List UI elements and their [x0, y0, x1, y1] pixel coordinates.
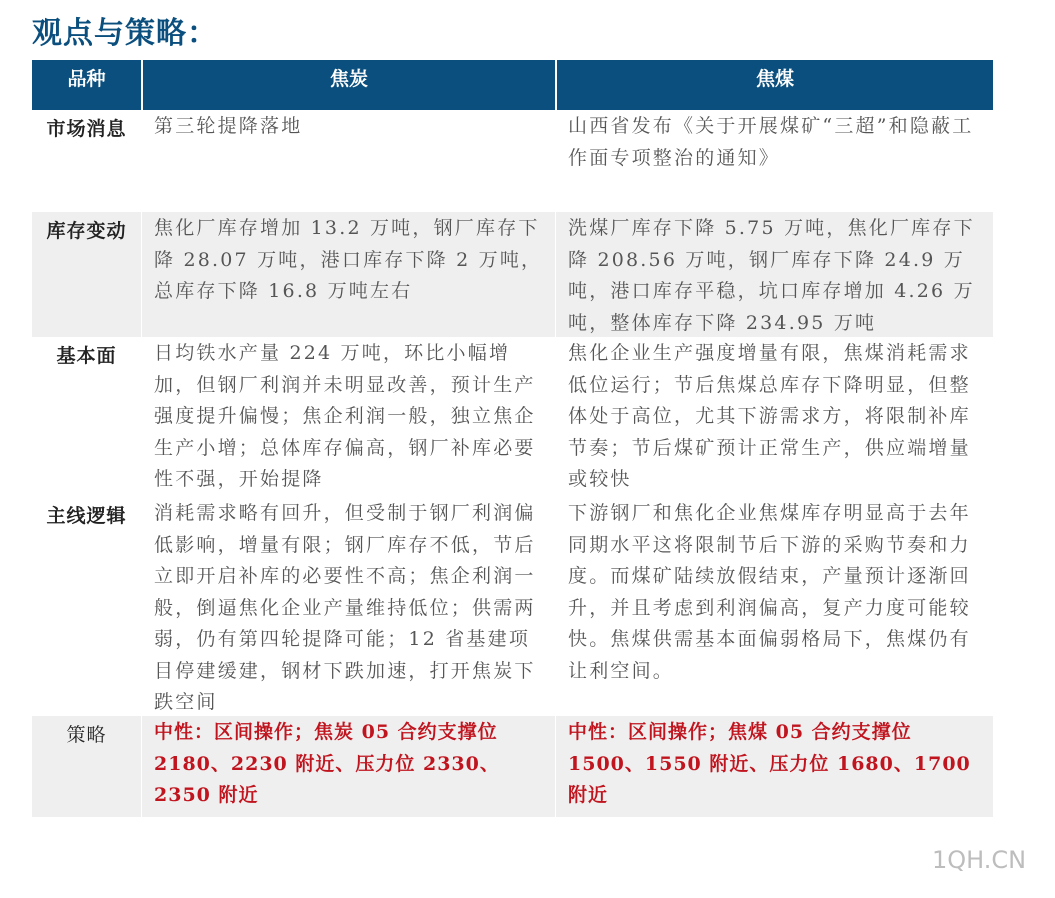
- table-row-main-logic: [32, 497, 993, 716]
- coke-strategy-cell: 中性：区间操作；焦炭 05 合约支撑位 2180、2230 附近、压力位 2330、2350 附近: [141, 716, 555, 817]
- coking-coal-cell: 山西省发布《关于开展煤矿“三超”和隐蔽工作面专项整治的通知》: [555, 110, 993, 212]
- row-label: 基本面: [56, 345, 117, 367]
- row-label: 策略: [66, 724, 107, 746]
- coking-coal-strategy-cell: 中性：区间操作；焦煤 05 合约支撑位 1500、1550 附近、压力位 1680、1700 附近: [555, 716, 993, 817]
- coke-cell: 第三轮提降落地: [141, 110, 555, 212]
- watermark-logo: 1QH.CN: [932, 846, 1027, 874]
- table-row-fundamentals: [32, 337, 993, 497]
- table-header-row: [32, 60, 993, 110]
- table-row-market-news: [32, 110, 993, 212]
- header-coking-coal: 焦煤: [555, 60, 993, 110]
- row-label: 市场消息: [46, 118, 127, 140]
- row-label: 库存变动: [46, 220, 127, 242]
- header-variety: 品种: [67, 68, 106, 90]
- header-coke: 焦炭: [141, 60, 555, 110]
- coke-cell: 消耗需求略有回升，但受制于钢厂利润偏低影响，增量有限；钢厂库存不低，节后立即开启补库的必要性不高；焦企利润一般，倒逼焦化企业产量维持低位；供需两弱，仍有第四轮提降可能；12 省基建项目停建缓建，钢材下跌加速，打开焦炭下跌空间: [141, 497, 555, 716]
- table-row-strategy: [32, 716, 993, 817]
- table-row-inventory-change: [32, 212, 993, 337]
- coking-coal-cell: 焦化企业生产强度增量有限，焦煤消耗需求低位运行；节后焦煤总库存下降明显，但整体处于高位，尤其下游需求方，将限制补库节奏；节后煤矿预计正常生产，供应端增量或较快: [555, 337, 993, 497]
- row-label: 主线逻辑: [46, 505, 127, 527]
- strategy-table: [32, 60, 993, 817]
- coke-cell: 焦化厂库存增加 13.2 万吨，钢厂库存下降 28.07 万吨，港口库存下降 2 万吨，总库存下降 16.8 万吨左右: [141, 212, 555, 337]
- coking-coal-cell: 洗煤厂库存下降 5.75 万吨，焦化厂库存下降 208.56 万吨，钢厂库存下降 24.9 万吨，港口库存平稳，坑口库存增加 4.26 万吨，整体库存下降 234.95 万吨: [555, 212, 993, 337]
- coke-cell: 日均铁水产量 224 万吨，环比小幅增加，但钢厂利润并未明显改善，预计生产强度提升偏慢；焦企利润一般，独立焦企生产小增；总体库存偏高，钢厂补库必要性不强，开始提降: [141, 337, 555, 497]
- page-title: 观点与策略：: [32, 16, 218, 51]
- coking-coal-cell: 下游钢厂和焦化企业焦煤库存明显高于去年同期水平这将限制节后下游的采购节奏和力度。而煤矿陆续放假结束，产量预计逐渐回升，并且考虑到利润偏高，复产力度可能较快。焦煤供需基本面偏弱格局下，焦煤仍有让利空间。: [555, 497, 993, 716]
